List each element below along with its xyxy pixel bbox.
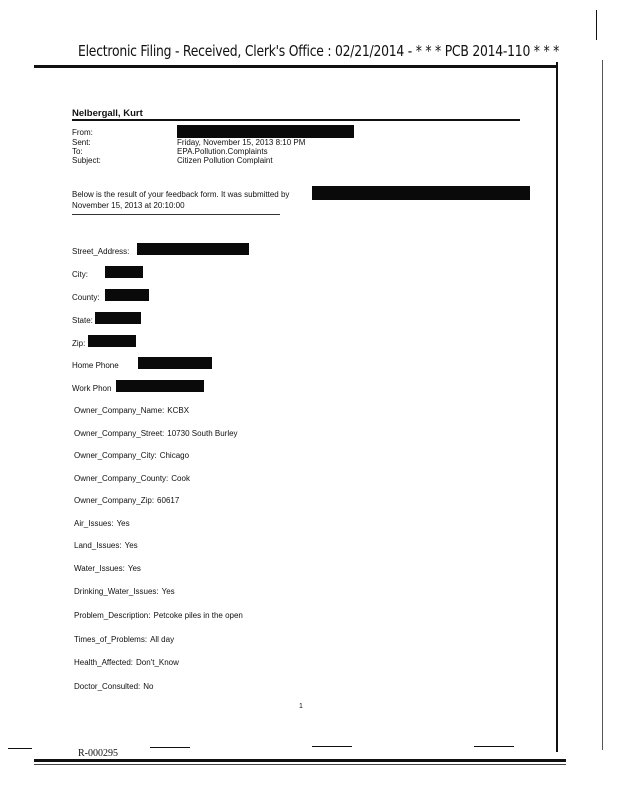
field-label: Drinking_Water_Issues:: [74, 587, 159, 596]
form-field: [74, 451, 189, 460]
form-field: [74, 564, 141, 573]
from-label: From:: [72, 128, 93, 137]
field-value: No: [143, 682, 154, 691]
form-field: [72, 339, 85, 348]
form-field: [74, 611, 243, 620]
field-redaction: [105, 266, 143, 278]
field-label: Owner_Company_Street:: [74, 429, 165, 438]
field-redaction: [88, 335, 136, 347]
field-value: Chicago: [159, 451, 190, 460]
field-value: KCBX: [167, 406, 190, 415]
field-label: Doctor_Consulted:: [74, 682, 141, 691]
field-label: City:: [72, 270, 88, 279]
field-label: Land_Issues:: [74, 541, 122, 550]
field-label: Air_Issues:: [74, 519, 114, 528]
bottom-dash-1: [150, 747, 190, 748]
form-field: [72, 316, 93, 325]
subject-label: Subject:: [72, 156, 101, 165]
field-label: Problem_Description:: [74, 611, 151, 620]
sent-label: Sent:: [72, 138, 91, 147]
field-value: All day: [150, 635, 175, 644]
form-field: [74, 496, 179, 505]
right-border: [556, 62, 558, 752]
top-rule: [34, 65, 556, 68]
field-value: Petcoke piles in the open: [153, 611, 243, 620]
form-field: [74, 474, 190, 483]
field-label: Times_of_Problems:: [74, 635, 148, 644]
form-field: [74, 541, 138, 550]
intro-rule: [72, 214, 280, 215]
bottom-dash-2: [312, 746, 352, 747]
field-label: Owner_Company_City:: [74, 451, 157, 460]
field-value: 10730 South Burley: [167, 429, 238, 438]
bottom-rule: [34, 759, 566, 762]
field-redaction: [137, 243, 249, 255]
page-number: 1: [299, 703, 303, 710]
to-label: To:: [72, 147, 83, 156]
form-field: [74, 429, 238, 438]
intro-line-1: Below is the result of your feedback form. It was submitted by: [72, 190, 290, 199]
field-redaction: [116, 380, 204, 392]
form-field: [74, 587, 175, 596]
sent-value: Friday, November 15, 2013 8:10 PM: [177, 138, 306, 147]
field-redaction: [105, 289, 149, 301]
form-field: [72, 361, 119, 370]
right-edge-mark: [596, 10, 597, 40]
field-value: Yes: [116, 519, 130, 528]
right-edge-mark-2: [602, 60, 603, 750]
field-label: Water_Issues:: [74, 564, 125, 573]
form-field: [74, 635, 174, 644]
field-value: Yes: [161, 587, 175, 596]
field-label: Owner_Company_County:: [74, 474, 169, 483]
form-field: [72, 270, 88, 279]
field-value: Yes: [127, 564, 141, 573]
form-field: [72, 247, 129, 256]
bottom-dash-3: [474, 746, 514, 747]
form-field: [74, 658, 179, 667]
bottom-left-dash: [8, 748, 32, 749]
from-redaction: [177, 125, 354, 138]
filing-stamp: Electronic Filing - Received, Clerk's Office : 02/21/2014 - * * * PCB 2014-110 * * *: [78, 42, 560, 60]
form-field: [74, 682, 154, 691]
field-label: Home Phone: [72, 361, 119, 370]
field-label: State:: [72, 316, 93, 325]
field-label: County:: [72, 293, 100, 302]
field-redaction: [138, 357, 212, 369]
field-label: Street_Address:: [72, 247, 130, 256]
field-label: Work Phon: [72, 384, 112, 393]
form-field: [74, 406, 189, 415]
submitter-redaction: [312, 186, 530, 200]
form-field: [74, 519, 130, 528]
subject-value: Citizen Pollution Complaint: [177, 156, 273, 165]
field-label: Zip:: [72, 339, 86, 348]
header-rule: [72, 119, 520, 121]
field-value: Don't_Know: [136, 658, 179, 667]
field-value: 60617: [157, 496, 180, 505]
form-field: [72, 384, 111, 393]
bates-number: R-000295: [78, 748, 118, 759]
field-label: Health_Affected:: [74, 658, 134, 667]
bottom-rule-thin: [34, 764, 566, 765]
field-label: Owner_Company_Name:: [74, 406, 165, 415]
to-value: EPA.Pollution.Complaints: [177, 147, 268, 156]
field-value: Yes: [124, 541, 138, 550]
field-label: Owner_Company_Zip:: [74, 496, 155, 505]
field-redaction: [95, 312, 141, 324]
intro-line-2: November 15, 2013 at 20:10:00: [72, 201, 185, 210]
form-field: [72, 293, 100, 302]
sender-name: Nelbergall, Kurt: [72, 108, 143, 119]
field-value: Cook: [171, 474, 190, 483]
